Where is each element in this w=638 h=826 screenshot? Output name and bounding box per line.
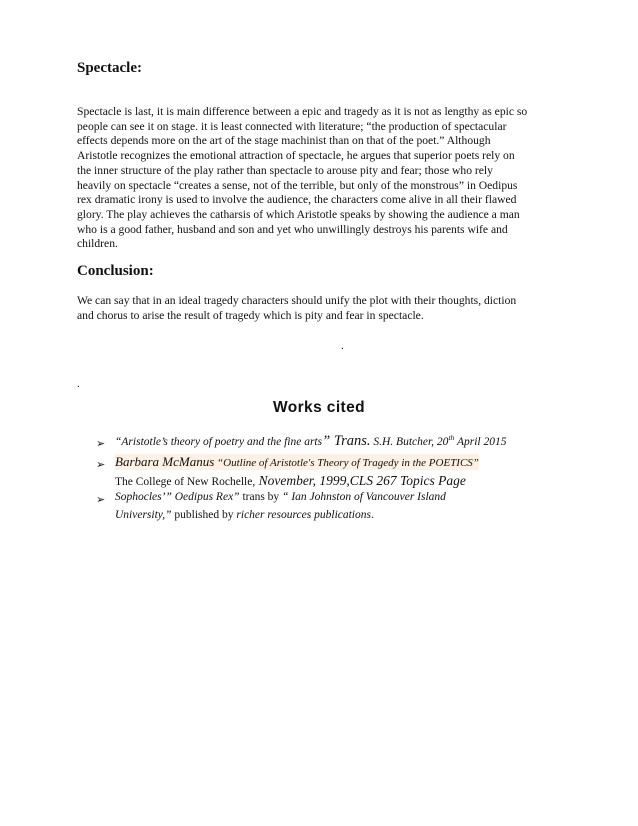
citation-translator: “ Ian Johnston of Vancouver Island bbox=[279, 491, 446, 503]
citation-entry-continued bbox=[115, 509, 374, 521]
citation-superscript: th bbox=[448, 433, 455, 443]
paragraph-line: children. bbox=[77, 237, 118, 251]
citation-publisher: richer resources publications bbox=[236, 509, 371, 521]
citation-trans: trans by bbox=[239, 491, 280, 503]
citation-entry bbox=[115, 433, 506, 450]
paragraph-line: rex dramatic irony is used to involve the audience, the characters come alive in all their flawed bbox=[77, 193, 517, 207]
citation-publisher: The College of New Rochelle, bbox=[115, 476, 256, 488]
spectacle-paragraph bbox=[77, 105, 577, 252]
citation-translator: S.H. Butcher, 20 bbox=[370, 436, 449, 448]
works-cited-title: Works cited bbox=[273, 399, 365, 416]
paragraph-line: who is a good father, husband and son and yet who unwillingly destroys his parents wife and bbox=[77, 222, 508, 236]
citation-period: . bbox=[370, 509, 374, 521]
stray-period: . bbox=[77, 378, 80, 390]
stray-period: . bbox=[341, 340, 344, 352]
paragraph-line: people can see it on stage. it is least connected with literature; “the production of spectacular bbox=[77, 119, 507, 133]
citation-title: “Outline of Aristotle's Theory of Tragedy in the POETICS” bbox=[214, 457, 479, 469]
spectacle-heading: Spectacle: bbox=[77, 60, 142, 76]
paragraph-line: heavily on spectacle “creates a sense, not of the terrible, but only of the monstrous” in Oedipus bbox=[77, 178, 518, 192]
citation-date: April 2015 bbox=[454, 436, 507, 448]
paragraph-line: and chorus to arise the result of tragedy which is pity and fear in spectacle. bbox=[77, 308, 424, 322]
citation-entry-continued bbox=[115, 473, 466, 489]
citation-author: Barbara McManus bbox=[115, 454, 215, 469]
citation-university: University,” bbox=[115, 509, 172, 521]
paragraph-line: effects depends more on the art of the stage machinist than on that of the poet.” Although bbox=[77, 134, 491, 148]
citation-entry bbox=[115, 454, 479, 470]
citation-date: November, 1999,CLS 267 Topics Page bbox=[255, 473, 466, 488]
arrow-bullet-icon: ➢ bbox=[96, 458, 106, 471]
paragraph-line: We can say that in an ideal tragedy characters should unify the plot with their thoughts, diction bbox=[77, 294, 517, 307]
arrow-bullet-icon: ➢ bbox=[96, 493, 106, 506]
citation-trans: Trans. bbox=[330, 433, 371, 449]
citation-entry bbox=[115, 491, 446, 503]
citation-title: “Aristotle’s theory of poetry and the fine arts bbox=[115, 436, 323, 448]
citation-title: Sophocles’” Oedipus Rex” bbox=[115, 491, 240, 503]
paragraph-line: glory. The play achieves the catharsis of which Aristotle speaks by showing the audience a man bbox=[77, 207, 520, 221]
conclusion-heading: Conclusion: bbox=[77, 263, 154, 279]
citation-quote: ” bbox=[322, 433, 331, 449]
arrow-bullet-icon: ➢ bbox=[96, 437, 106, 450]
paragraph-line: Aristotle recognizes the emotional attraction of spectacle, he argues that superior poets rely on bbox=[77, 149, 515, 163]
paragraph-line: the inner structure of the play rather than spectacle to arouse pity and fear; those who rely bbox=[77, 163, 493, 177]
conclusion-paragraph bbox=[77, 294, 577, 323]
paragraph-line: Spectacle is last, it is main difference between a epic and tragedy as it is not as lengthy as epic so bbox=[77, 105, 528, 118]
citation-published-by: published by bbox=[171, 509, 237, 521]
